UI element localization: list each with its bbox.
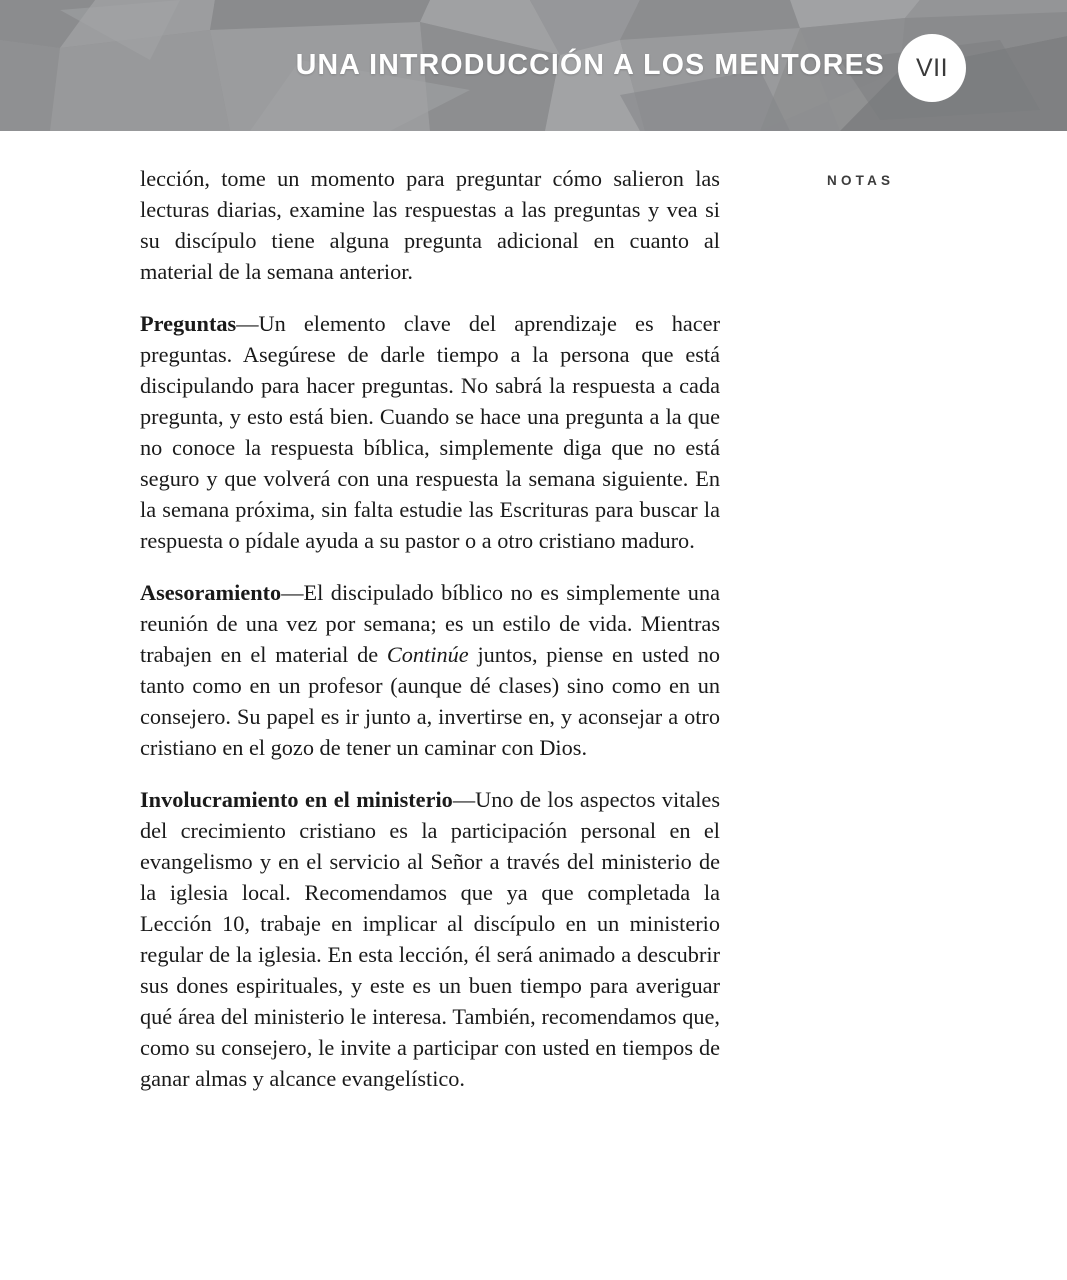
page-header-band <box>0 0 1067 131</box>
paragraph-lead-in: Involucramiento en el ministerio <box>140 787 453 812</box>
page-body <box>0 131 1067 1280</box>
page-title: UNA INTRODUCCIÓN A LOS MENTORES <box>295 49 885 81</box>
notes-margin-label: NOTAS <box>827 173 895 188</box>
paragraph-text: —Uno de los aspectos vitales del crecimiento cristiano es la participación personal en el evangelismo y en el servicio al Señor a través del ministerio de la iglesia local. Recomendamos que ya que completada la Lección 10, trabaje en implicar al discípulo en un ministerio regular de la iglesia. En esta lección, él será animado a descubrir sus dones espirituales, y este es un buen tiempo para averiguar qué área del ministerio le interesa. También, recomendamos que, como su consejero, le invite a participar con usted en tiempos de ganar almas y alcance evangelístico. <box>140 787 721 1091</box>
paragraph-text-after-italic: juntos, piense en usted no tanto como en un profesor (aunque dé clases) sino como en un consejero. Su papel es ir junto a, invertirse en, y aconsejar a otro cristiano en el gozo de tener un caminar con Dios. <box>140 642 720 760</box>
chapter-number-badge <box>898 34 966 102</box>
book-title-italic: Continúe <box>386 642 469 667</box>
paragraph-involucramiento <box>140 784 720 1094</box>
paragraph-text: lección, tome un momento para preguntar cómo salieron las lecturas diarias, examine las respuestas a las preguntas y vea si su discípulo tiene alguna pregunta adicional en cuanto al material de la semana anterior. <box>140 166 720 284</box>
paragraph-lead-in: Asesoramiento <box>140 580 282 605</box>
main-text-column <box>140 163 720 1094</box>
paragraph-asesoramiento <box>140 577 720 763</box>
paragraph-text-before-italic: —El discipulado bíblico no es simplemente una reunión de una vez por semana; es un estilo de vida. Mientras trabajen en el material de <box>140 580 720 667</box>
paragraph-intro-continuation <box>140 163 720 287</box>
paragraph-text: —Un elemento clave del aprendizaje es hacer preguntas. Asegúrese de darle tiempo a la persona que está discipulando para hacer preguntas. No sabrá la respuesta a cada pregunta, y esto está bien. Cuando se hace una pregunta a la que no conoce la respuesta bíblica, simplemente diga que no está seguro y que volverá con una respuesta la semana siguiente. En la semana próxima, sin falta estudie las Escrituras para buscar la respuesta o pídale ayuda a su pastor o a otro cristiano maduro. <box>140 311 720 553</box>
chapter-number-label: VII <box>915 53 949 82</box>
paragraph-lead-in: Preguntas <box>140 311 237 336</box>
paragraph-preguntas <box>140 308 720 556</box>
